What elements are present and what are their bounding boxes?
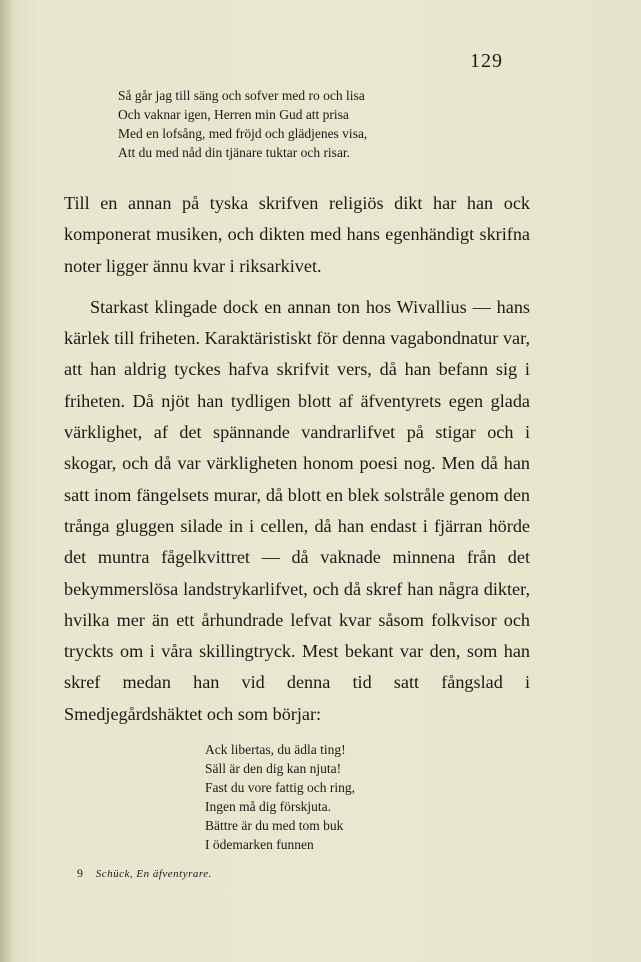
verse-line: Och vaknar igen, Herren min Gud att prisa — [118, 107, 349, 122]
signature-mark — [77, 866, 212, 881]
verse-line: Ack libertas, du ädla ting! — [205, 742, 346, 757]
paragraph: Starkast klingade dock en annan ton hos Wivallius — hans kärlek till friheten. Karaktäristiskt för denna vagabondnatur var, att han aldrig tyckes hafva skrifvit vers, då han befann sig i friheten. Då njöt han tydligen blott af äfventyrets egen glada värklighet, af det spännande vandrarlifvet på stigar och i skogar, och då var värkligheten honom poesi nog. Men då han satt inom fängelsets murar, då blott en blek solstråle genom den trånga gluggen silade in i cellen, då han endast i fjärran hörde det muntra fågelkvittret — då vaknade minnena från det bekymmerslösa landstrykarlifvet, och då skref han några dikter, hvilka mer än ett århundrade lefvat kvar såsom folkvisor och tryckts om i våra skillingtryck. Mest bekant var den, som han skref medan han vid denna tid satt fångslad i Smedjegårdshäktet och som börjar: — [64, 296, 530, 724]
body-text — [64, 188, 530, 730]
signature-text: Schück, En äfventyrare. — [95, 868, 212, 880]
paragraph: Till en annan på tyska skrifven religiös dikt har han ock komponerat musiken, och dikten med hans egenhändigt skrifna noter ligger ännu kvar i riksarkivet. — [64, 193, 530, 276]
page-edge-shadow — [0, 0, 14, 962]
verse-line: Bättre är du med tom buk — [205, 818, 344, 833]
page-number: 129 — [470, 50, 503, 72]
verse-line: I ödemarken funnen — [205, 837, 314, 852]
verse-line: Att du med nåd din tjänare tuktar och risar. — [118, 145, 351, 160]
verse-line: Så går jag till säng och sofver med ro och lisa — [118, 88, 365, 103]
verse-top — [118, 86, 367, 162]
verse-line: Fast du vore fattig och ring, — [205, 780, 355, 795]
verse-line: Ingen må dig förskjuta. — [205, 799, 331, 814]
verse-bottom — [205, 740, 355, 854]
signature-number: 9 — [77, 866, 83, 880]
verse-line: Säll är den dig kan njuta! — [205, 761, 342, 776]
verse-line: Med en lofsång, med fröjd och glädjenes visa, — [118, 126, 368, 141]
